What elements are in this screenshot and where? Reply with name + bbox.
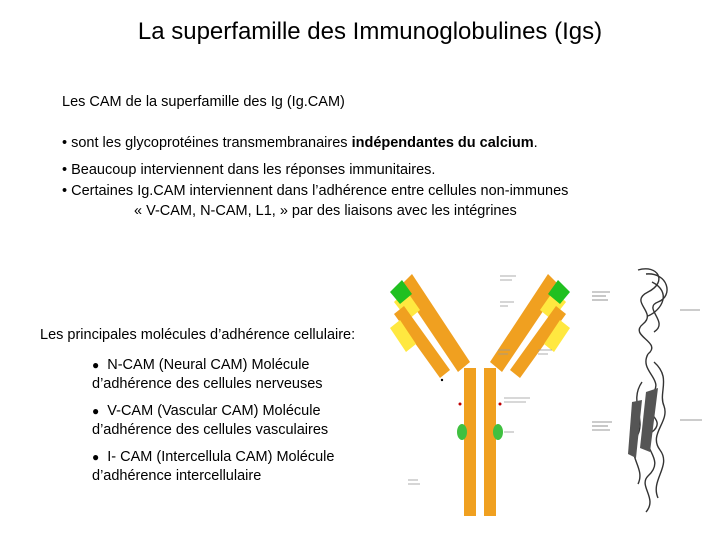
molecule-desc: d’adhérence intercellulaire (92, 468, 262, 484)
bullet-icon: ● (92, 358, 100, 372)
intro-text: Les CAM de la superfamille des Ig (Ig.CAM) (62, 94, 345, 110)
dot-marker (441, 379, 443, 381)
molecule-item-vcam (92, 401, 321, 421)
molecule-name: I- CAM (Intercellula CAM) Molécule (107, 449, 335, 465)
point-1-bold: indépendantes du calcium (351, 135, 534, 151)
molecule-name: N-CAM (Neural CAM) Molécule (107, 357, 310, 373)
bullet-icon: ● (92, 450, 100, 464)
point-3-line-2: « V-CAM, N-CAM, L1, » par des liaisons avec les intégrines (134, 203, 517, 219)
point-1-suffix: . (533, 135, 538, 151)
membrane-blob-left (457, 424, 467, 440)
immunoglobulin-diagram (380, 262, 580, 520)
molecule-item-icam (92, 447, 334, 467)
molecules-heading: Les principales molécules d’adhérence cellulaire: (40, 327, 356, 343)
molecule-desc: d’adhérence des cellules nerveuses (92, 376, 323, 392)
point-2: • Beaucoup interviennent dans les réponses immunitaires. (62, 162, 436, 178)
protein-ribbon (633, 269, 667, 512)
molecule-item-ncam (92, 355, 309, 375)
point-3-line-1: • Certaines Ig.CAM interviennent dans l’adhérence entre cellules non-immunes (62, 183, 569, 199)
bullet-icon: ● (92, 404, 100, 418)
point-1-prefix: • sont les glycoprotéines transmembranaires (62, 135, 352, 151)
point-1 (62, 133, 538, 153)
molecule-name: V-CAM (Vascular CAM) Molécule (107, 403, 321, 419)
molecule-desc: d’adhérence des cellules vasculaires (92, 422, 329, 438)
stem-left (464, 368, 476, 516)
page-title: La superfamille des Immunoglobulines (Igs) (137, 18, 603, 45)
stem-right (484, 368, 496, 516)
membrane-blob-right (493, 424, 503, 440)
dot-marker (499, 403, 502, 406)
protein-strands (628, 388, 658, 458)
protein-structure-diagram (588, 262, 716, 522)
dot-marker (459, 403, 462, 406)
